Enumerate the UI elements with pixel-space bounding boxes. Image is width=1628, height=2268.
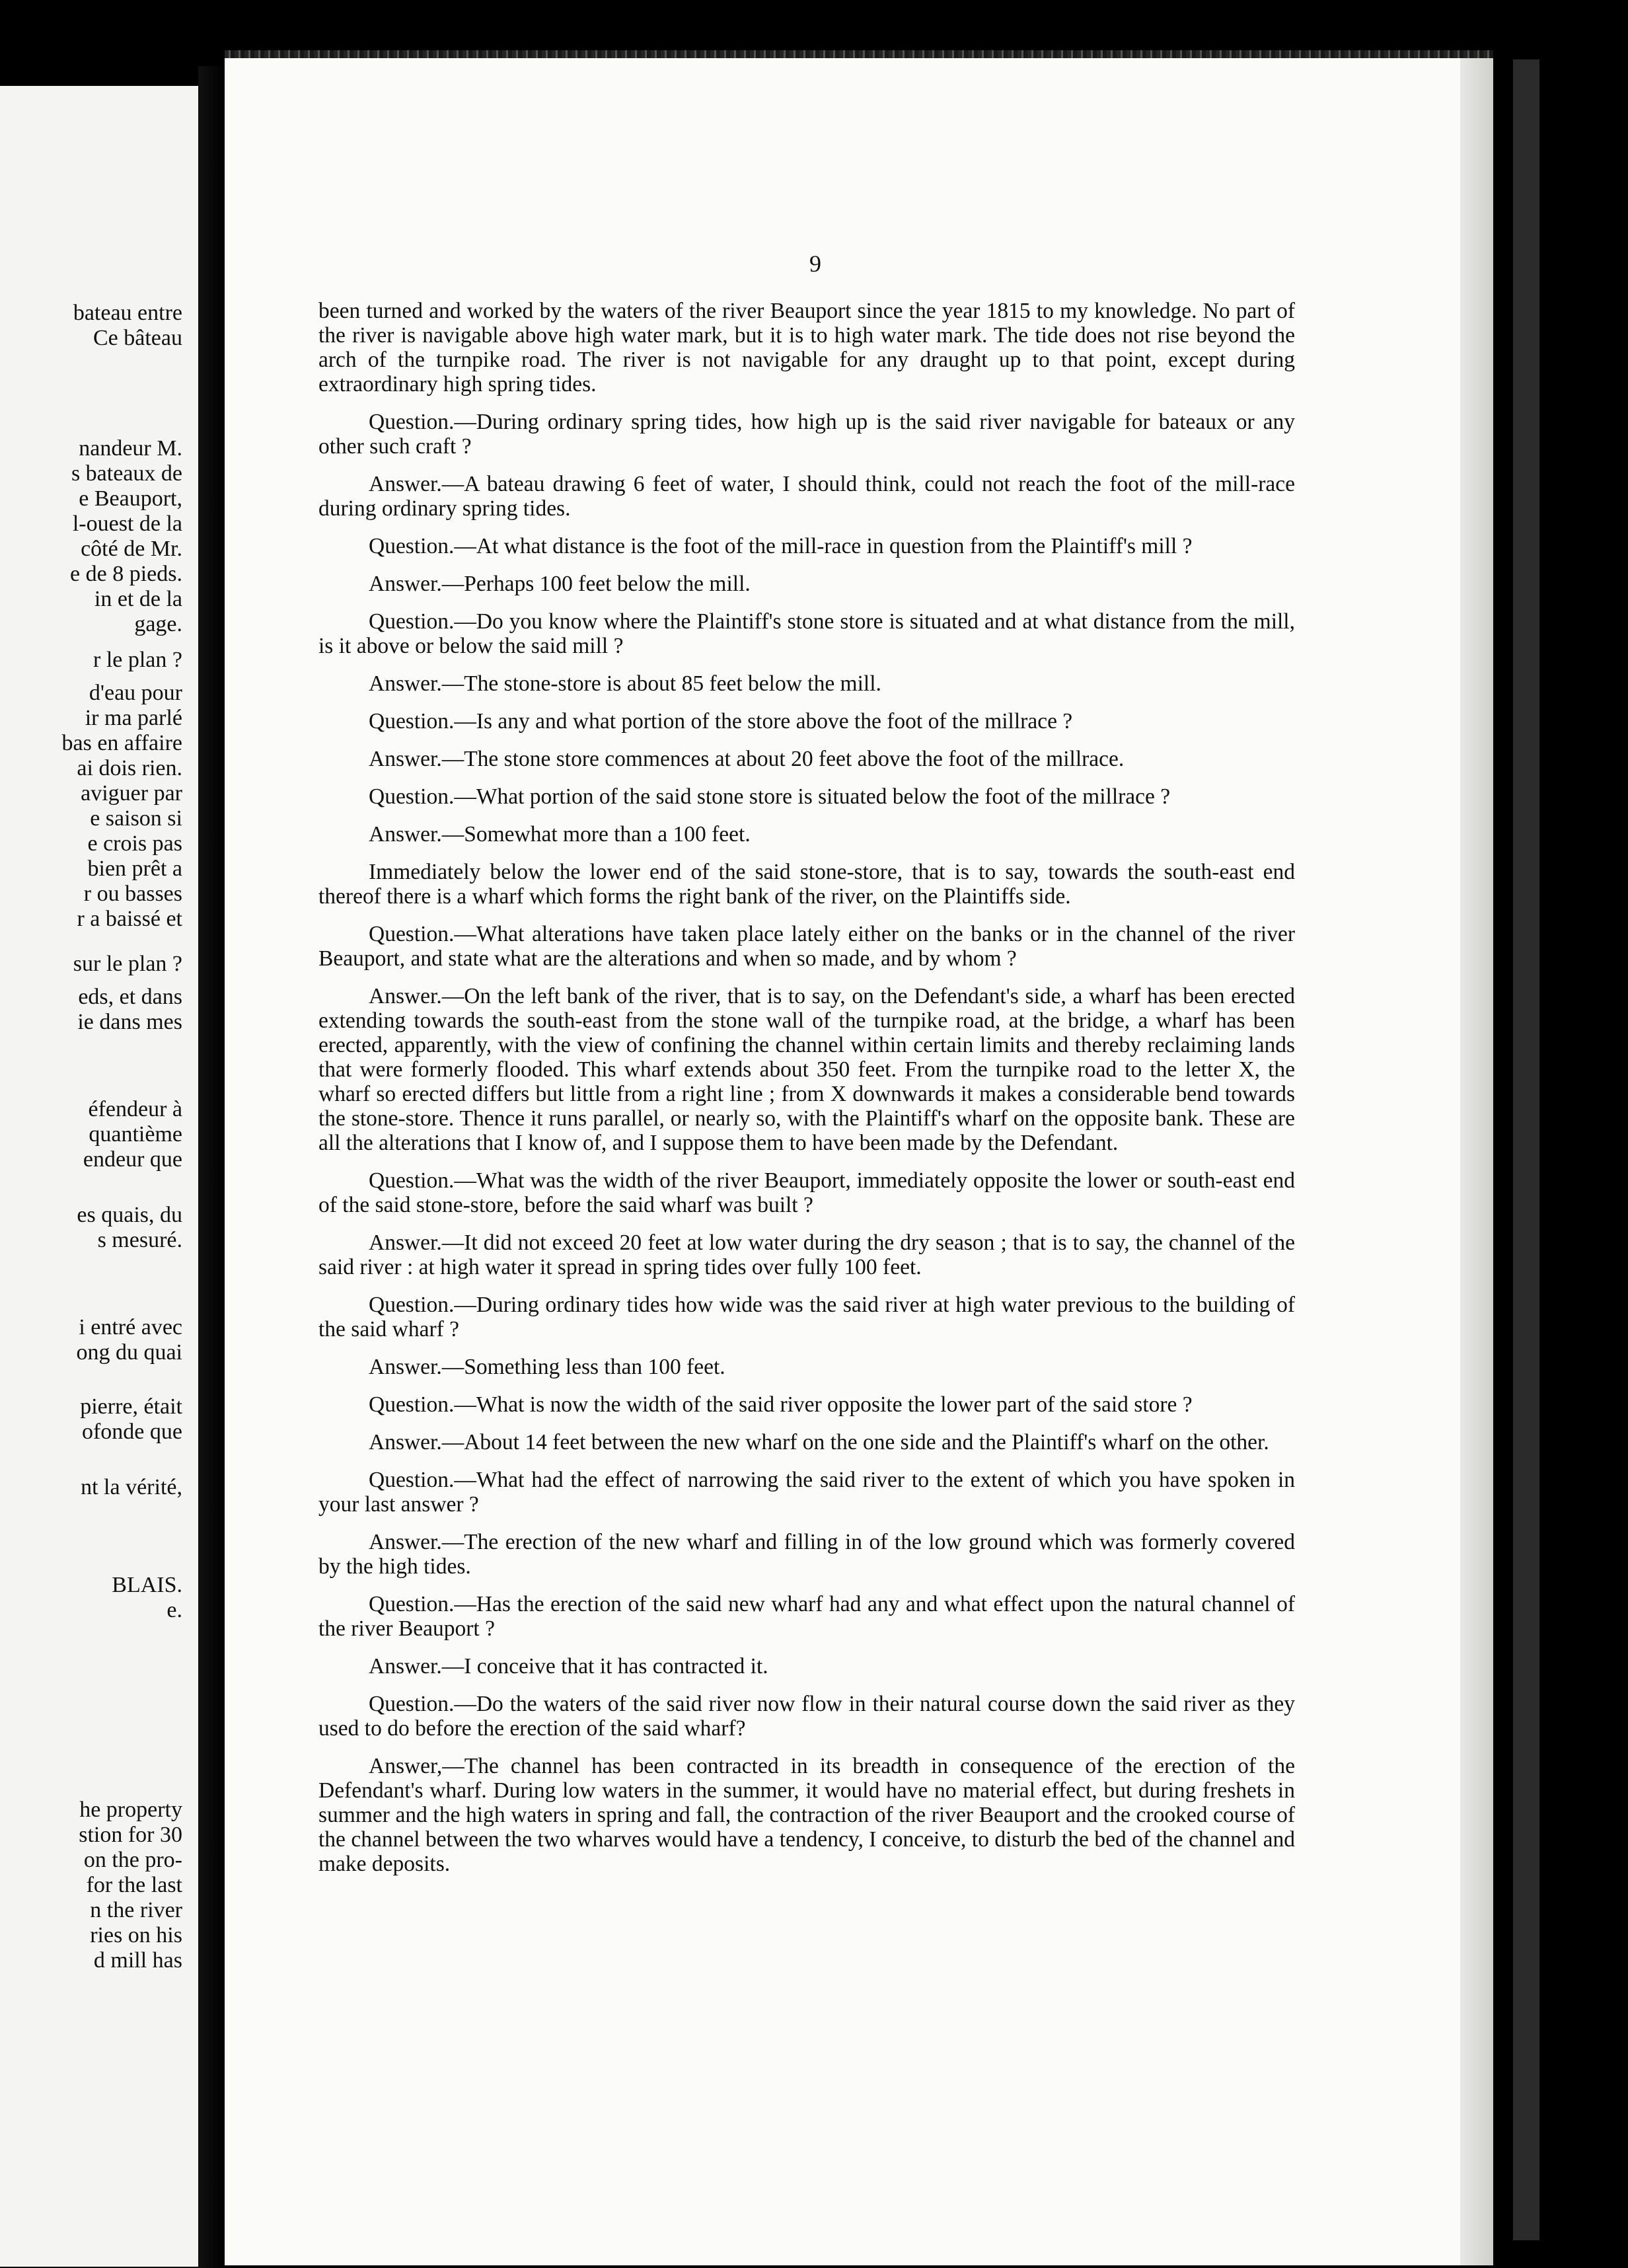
left-page-line: d'eau pour: [89, 681, 182, 705]
continuation-paragraph: been turned and worked by the waters of the river Beauport since the year 1815 to my knowledge. No part of the river is navigable above high water mark, but it is to high water mark. The tide does not rise beyond the arch of the turnpike road. The river is not navigable for any draught up to that point, except during extraordinary high spring tides.: [318, 299, 1295, 397]
left-page-line: r ou basses: [83, 882, 182, 906]
left-page-line: he property: [79, 1797, 182, 1822]
left-page-line: n the river: [90, 1898, 182, 1922]
binding-strip: [1513, 59, 1539, 2240]
testimony-paragraph: Question.—Do the waters of the said river now flow in their natural course down the said river as they used to do before the erection of the said wharf?: [318, 1692, 1295, 1741]
left-page-line: ries on his: [90, 1923, 182, 1947]
gutter-shadow: [198, 66, 225, 2268]
left-page-line: ofonde que: [81, 1419, 182, 1444]
testimony-paragraph: Question.—At what distance is the foot of the mill-race in question from the Plaintiff's mill ?: [369, 534, 1193, 558]
testimony-paragraph: Answer.—The erection of the new wharf and filling in of the low ground which was formerly covered by the high tides.: [318, 1530, 1295, 1579]
testimony-paragraph: Answer.—Perhaps 100 feet below the mill.: [369, 572, 751, 596]
testimony-paragraph: Answer,—The channel has been contracted in its breadth in consequence of the erection of the Defendant's wharf. During low waters in the summer, it would have no material effect, but during freshets in summer and the high waters in spring and fall, the contraction of the river Beauport and the crooked course of the channel between the two wharves would have a tendency, I conceive, to disturb the bed of the channel and make deposits.: [318, 1754, 1295, 1876]
testimony-paragraph: Answer.—A bateau drawing 6 feet of water, I should think, could not reach the foot of the mill-race during ordinary spring tides.: [318, 472, 1295, 521]
testimony-paragraph: Answer.—Somewhat more than a 100 feet.: [369, 822, 751, 847]
left-page-line: es quais, du: [77, 1203, 182, 1227]
left-page-line: r le plan ?: [93, 648, 182, 672]
testimony-paragraph: Question.—What was the width of the river Beauport, immediately opposite the lower or south-east end of the said stone-store, before the said wharf was built ?: [318, 1168, 1295, 1217]
testimony-paragraph: Question.—During ordinary tides how wide was the said river at high water previous to the building of the said wharf ?: [318, 1293, 1295, 1342]
left-page-line: Ce bâteau: [93, 326, 182, 350]
left-page-line: in et de la: [94, 587, 182, 611]
left-page-line: gage.: [134, 612, 182, 636]
testimony-paragraph: Question.—What had the effect of narrowing the said river to the extent of which you have spoken in your last answer ?: [318, 1468, 1295, 1517]
left-page-line: s bateaux de: [71, 461, 182, 486]
left-page-line: BLAIS.: [112, 1573, 182, 1597]
left-page-line: pierre, était: [80, 1394, 182, 1419]
testimony-paragraph: Answer.—The stone-store is about 85 feet below the mill.: [369, 671, 881, 696]
testimony-paragraph: Immediately below the lower end of the said stone-store, that is to say, towards the south-east end thereof there is a wharf which forms the right bank of the river, on the Plaintiffs side.: [318, 860, 1295, 909]
left-page-line: e saison si: [90, 806, 182, 831]
left-page-line: bas en affaire: [61, 731, 182, 755]
testimony-paragraph: Question.—What portion of the said stone store is situated below the foot of the millrace ?: [369, 784, 1171, 809]
left-page-line: s mesuré.: [97, 1228, 182, 1252]
left-page-line: bateau entre: [73, 301, 182, 325]
testimony-paragraph: Question.—Do you know where the Plaintiff's stone store is situated and at what distance from the mill, is it above or below the said mill ?: [318, 609, 1295, 658]
page-body: [318, 299, 1295, 1889]
left-page-line: nt la vérité,: [81, 1475, 182, 1499]
left-page-line: stion for 30: [79, 1823, 182, 1847]
left-page-line: éfendeur à: [88, 1097, 182, 1121]
left-page-line: on the pro-: [83, 1848, 182, 1872]
adjacent-left-page: [0, 86, 198, 2267]
left-page-line: nandeur M.: [79, 436, 182, 461]
testimony-paragraph: Answer.—The stone store commences at about 20 feet above the foot of the millrace.: [369, 747, 1125, 771]
testimony-paragraph: Answer.—On the left bank of the river, that is to say, on the Defendant's side, a wharf has been erected extending towards the south-east from the stone wall of the turnpike road, at the bridge, a wharf has been erected, apparently, with the view of confining the channel within certain limits and thereby reclaiming lands that were formerly flooded. This wharf extends about 350 feet. From the turnpike road to the letter X, the wharf so erected differs but little from a right line ; from X downwards it makes a considerable bend towards the stone-store. Thence it runs parallel, or nearly so, with the Plaintiff's wharf on the opposite bank. These are all the alterations that I know of, and I suppose them to have been made by the Defendant.: [318, 984, 1295, 1155]
left-page-line: ie dans mes: [77, 1010, 182, 1034]
page-right-edge: [1460, 58, 1493, 2265]
testimony-paragraph: Question.—What alterations have taken place lately either on the banks or in the channel of the river Beauport, and state what are the alterations and when so made, and by whom ?: [318, 922, 1295, 971]
left-page-line: e de 8 pieds.: [70, 562, 182, 586]
left-page-line: ong du quai: [76, 1340, 182, 1365]
left-page-line: i entré avec: [79, 1315, 182, 1340]
left-page-line: sur le plan ?: [73, 952, 182, 976]
left-page-line: l-ouest de la: [72, 511, 182, 536]
testimony-paragraph: Answer.—I conceive that it has contracted it.: [369, 1654, 768, 1679]
left-page-line: aviguer par: [81, 781, 182, 806]
testimony-paragraph: Question.—During ordinary spring tides, how high up is the said river navigable for bateaux or any other such craft ?: [318, 410, 1295, 459]
left-page-line: for the last: [86, 1873, 182, 1897]
left-page-line: r a baissé et: [77, 907, 182, 931]
left-page-line: ai dois rien.: [77, 756, 182, 780]
testimony-paragraph: Question.—Has the erection of the said new wharf had any and what effect upon the natural channel of the river Beauport ?: [318, 1592, 1295, 1641]
page-number: 9: [809, 250, 821, 277]
left-page-line: bien prêt a: [87, 856, 182, 881]
left-page-line: quantième: [89, 1122, 182, 1147]
testimony-paragraph: Question.—Is any and what portion of the store above the foot of the millrace ?: [369, 709, 1073, 734]
testimony-paragraph: Answer.—It did not exceed 20 feet at low water during the dry season ; that is to say, the channel of the said river : at high water it spread in spring tides over fully 100 feet.: [318, 1230, 1295, 1279]
left-page-line: ir ma parlé: [85, 706, 182, 730]
left-page-line: e Beauport,: [79, 486, 182, 511]
left-page-line: côté de Mr.: [81, 537, 182, 561]
left-page-line: e.: [166, 1598, 182, 1622]
testimony-paragraph: Answer.—Something less than 100 feet.: [369, 1355, 725, 1379]
testimony-paragraph: Answer.—About 14 feet between the new wharf on the one side and the Plaintiff's wharf on the other.: [369, 1430, 1269, 1455]
testimony-paragraph: Question.—What is now the width of the said river opposite the lower part of the said store ?: [369, 1392, 1193, 1417]
left-page-line: endeur que: [83, 1147, 182, 1172]
left-page-line: eds, et dans: [78, 985, 182, 1009]
left-page-line: e crois pas: [87, 831, 182, 856]
left-page-line: d mill has: [93, 1948, 182, 1973]
